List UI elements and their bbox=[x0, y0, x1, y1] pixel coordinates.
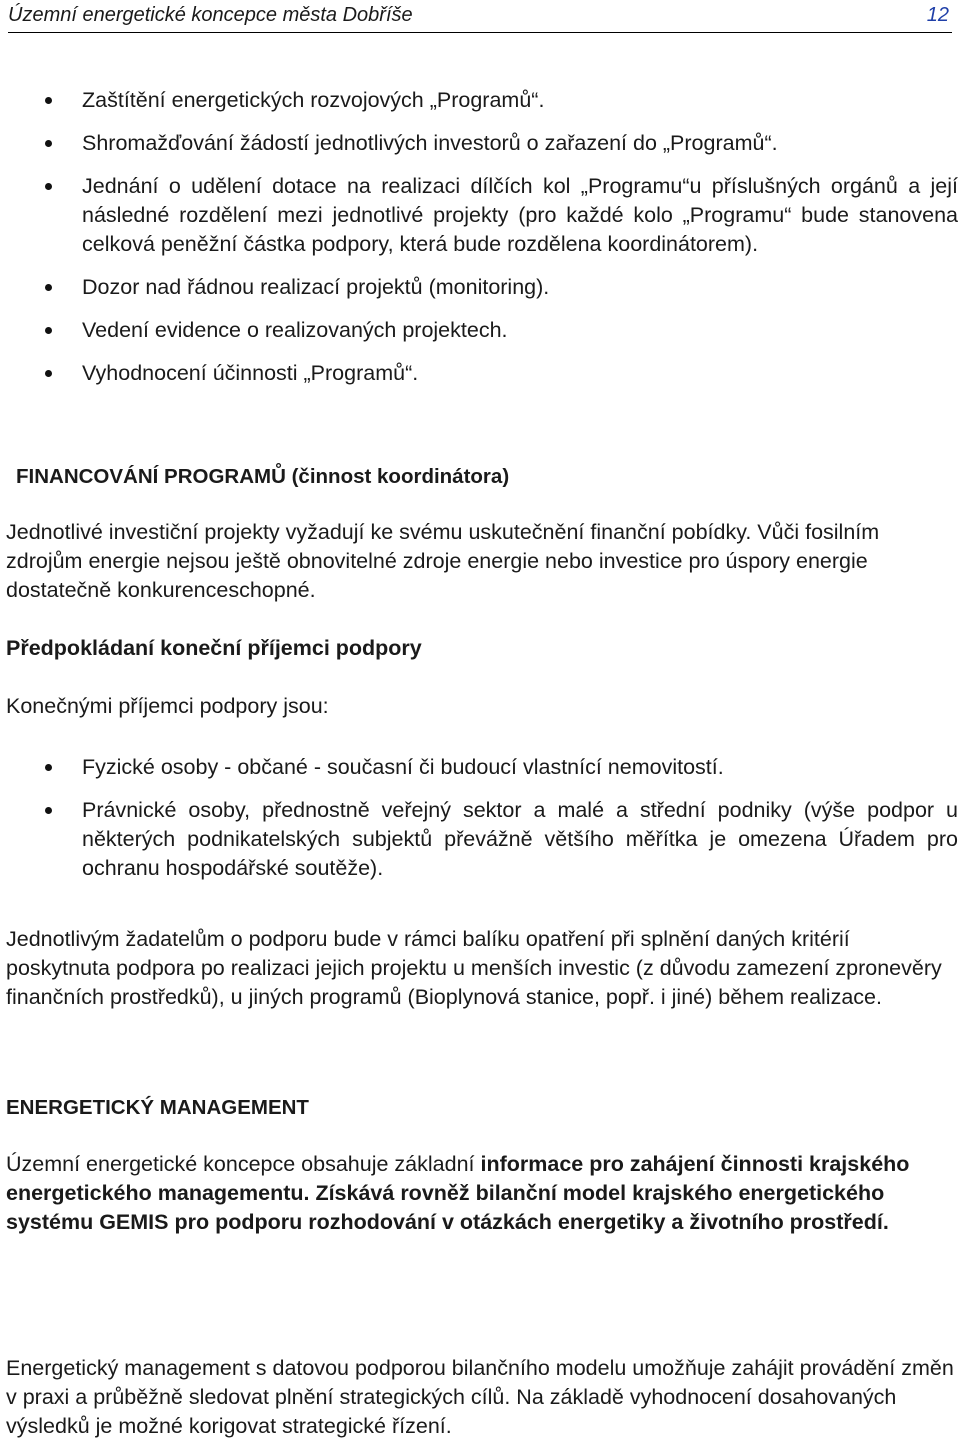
recipients-paragraph: Jednotlivým žadatelům o podporu bude v rámci balíku opatření při splnění daných kritérií poskytnuta podpora po realizaci jejich projektu u menších investic (z důvodu zamezení zpronevěry finančních prostředků), u jiných programů (Bioplynová stanice, popř. i jiné) během realizace. bbox=[6, 927, 942, 1009]
management-heading: ENERGETICKÝ MANAGEMENT bbox=[6, 1096, 309, 1119]
recipients-intro: Konečnými příjemci podpory jsou: bbox=[6, 694, 329, 718]
bullet-icon bbox=[45, 327, 52, 334]
page-number: 12 bbox=[926, 4, 949, 26]
financing-paragraph: Jednotlivé investiční projekty vyžadují ke svému uskutečnění finanční pobídky. Vůči fosilním zdrojům energie nejsou ještě obnovitelné zdroje energie nebo investice pro úspory energie dostatečně konkurenceschopné. bbox=[6, 520, 880, 602]
bullet-icon bbox=[45, 97, 52, 104]
management-paragraph-2: Energetický management s datovou podporou bilančního modelu umožňuje zahájit provádění změn v praxi a průběžně sledovat plnění strategických cílů. Na základě vyhodnocení dosahovaných výsledků je možné korigovat strategické řízení. bbox=[6, 1356, 954, 1438]
bullet-icon bbox=[45, 807, 52, 814]
coordinator-tasks-list bbox=[40, 86, 958, 388]
bullet-icon bbox=[45, 284, 52, 291]
list-item: Dozor nad řádnou realizací projektů (monitoring). bbox=[40, 273, 958, 302]
management-text-normal: Územní energetické koncepce obsahuje základní bbox=[6, 1152, 481, 1176]
financing-heading: FINANCOVÁNÍ PROGRAMŮ (činnost koordinátora) bbox=[16, 465, 510, 488]
page-header bbox=[8, 0, 952, 33]
recipients-heading: Předpokládaní koneční příjemci podpory bbox=[6, 636, 422, 660]
management-paragraph-1 bbox=[6, 1150, 954, 1237]
document-title: Územní energetické koncepce města Dobříše bbox=[8, 4, 413, 26]
list-item: Fyzické osoby - občané - současní či budoucí vlastnící nemovitostí. bbox=[40, 753, 958, 782]
list-item: Vyhodnocení účinnosti „Programů“. bbox=[40, 359, 958, 388]
list-item: Vedení evidence o realizovaných projektech. bbox=[40, 316, 958, 345]
bullet-icon bbox=[45, 183, 52, 190]
bullet-icon bbox=[45, 764, 52, 771]
list-item: Jednání o udělení dotace na realizaci dílčích kol „Programu“u příslušných orgánů a její následné rozdělení mezi jednotlivé projekty (pro každé kolo „Programu“ bude stanovena celková peněžní částka podpory, která bude rozdělena koordinátorem). bbox=[40, 172, 958, 259]
management-text-bold: informace pro zahájení činnosti krajského energetického managementu. Získává rovněž bilanční model krajského energetického systému GEMIS pro podporu rozhodování v otázkách energetiky a životního prostředí. bbox=[6, 1152, 910, 1234]
list-item: Zaštítění energetických rozvojových „Programů“. bbox=[40, 86, 958, 115]
list-item: Shromažďování žádostí jednotlivých investorů o zařazení do „Programů“. bbox=[40, 129, 958, 158]
bullet-icon bbox=[45, 370, 52, 377]
bullet-icon bbox=[45, 140, 52, 147]
list-item: Právnické osoby, přednostně veřejný sektor a malé a střední podniky (výše podpor u některých podnikatelských subjektů převážně většího měřítka je omezena Úřadem pro ochranu hospodářské soutěže). bbox=[40, 796, 958, 883]
recipients-list bbox=[40, 753, 958, 883]
